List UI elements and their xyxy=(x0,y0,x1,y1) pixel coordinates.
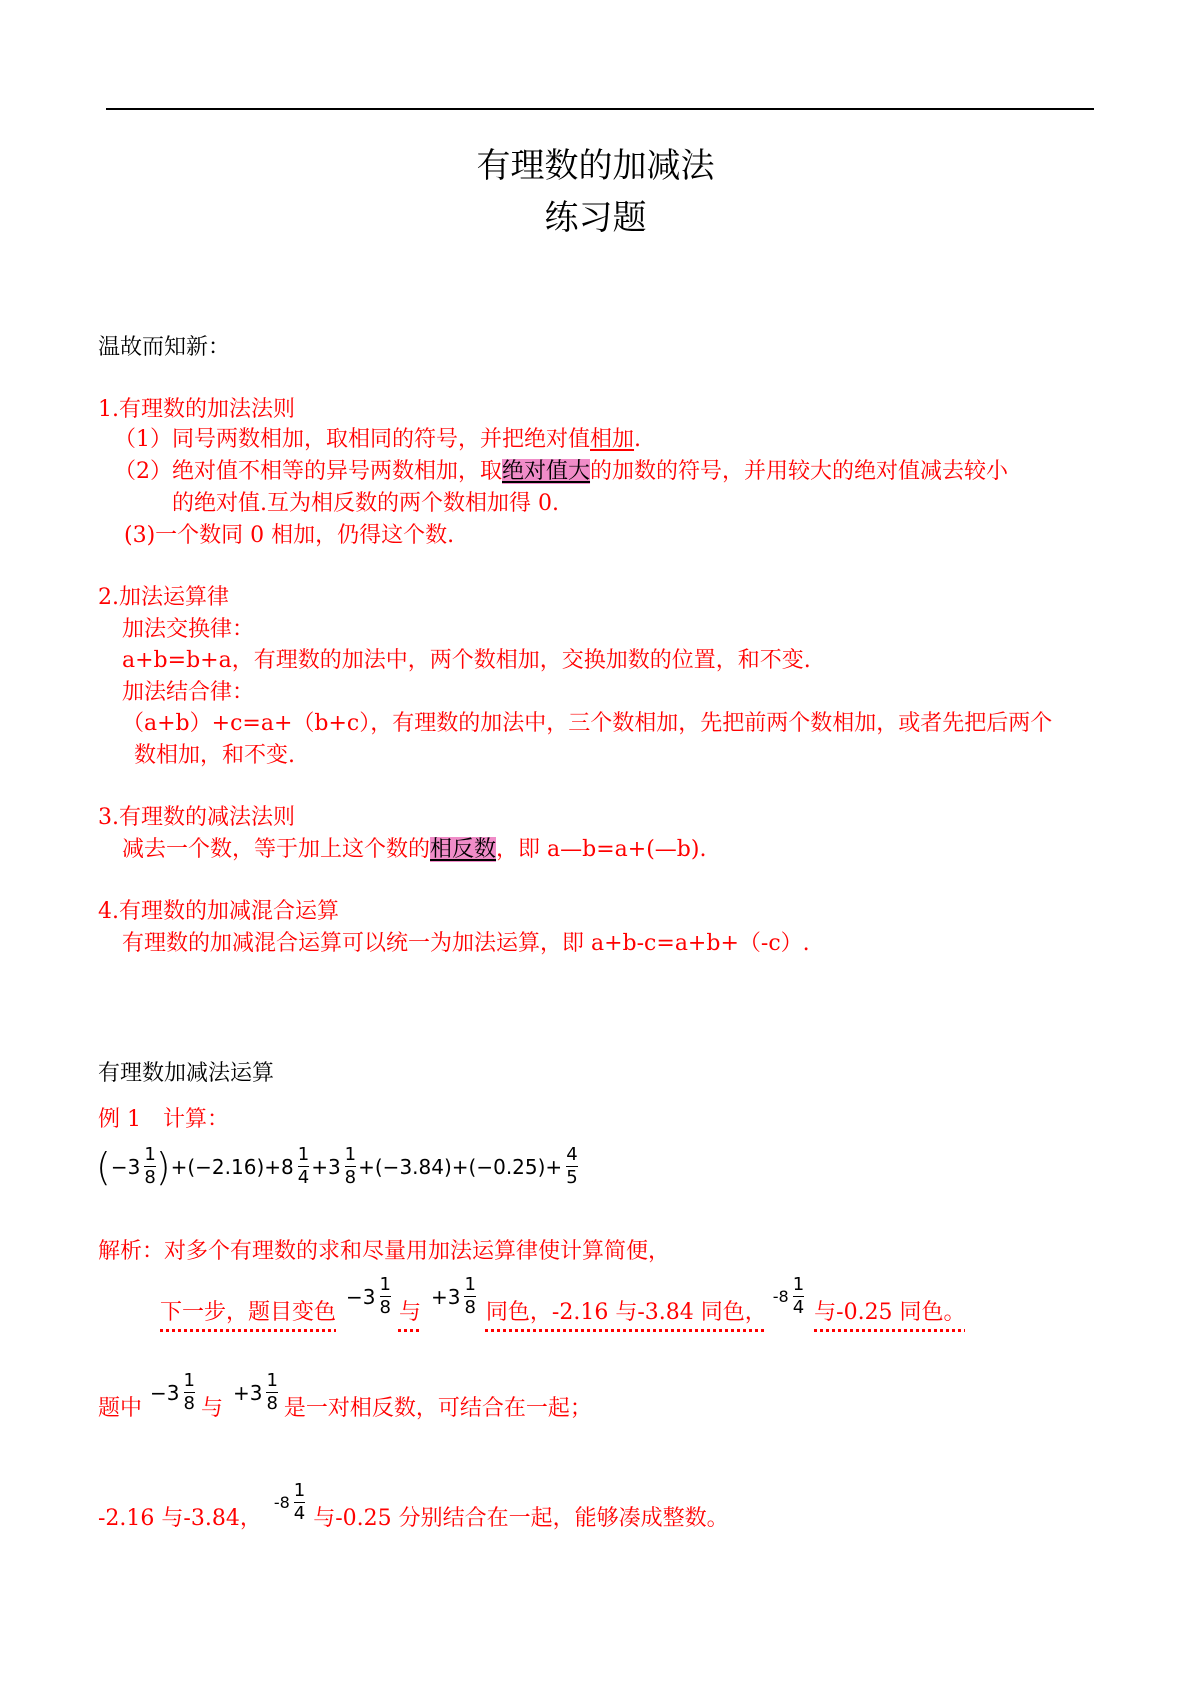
right-paren: ) xyxy=(155,1144,171,1189)
mixed-ops-text: 有理数的加减混合运算可以统一为加法运算，即 a+b-c=a+b+（-c）. xyxy=(122,931,810,956)
opposite-pair-line xyxy=(98,1370,592,1427)
fraction-4 xyxy=(566,1146,577,1187)
frac-num: 1 xyxy=(293,1480,306,1501)
step-and: 与 xyxy=(398,1300,421,1325)
term-1-sign: −3 xyxy=(110,1154,141,1179)
addition-rule-title: 1.有理数的加法法则 xyxy=(98,397,295,422)
addition-rule-1 xyxy=(114,422,641,453)
mixed-whole: -8 xyxy=(772,1287,789,1306)
analysis-text: 解析：对多个有理数的求和尽量用加法运算律使计算简便， xyxy=(98,1239,671,1264)
term-4: +(−3.84)+(−0.25)+ xyxy=(358,1154,563,1179)
associative-text-cont: 数相加，和不变. xyxy=(134,743,295,768)
addition-rule-2-cont: 的绝对值.互为相反数的两个数相加得 0. xyxy=(172,491,559,516)
frac-num: 1 xyxy=(144,1144,156,1165)
sub-text: 减去一个数，等于加上这个数的 xyxy=(122,837,431,862)
mixed-whole: −3 xyxy=(150,1380,180,1405)
line3-pre: -2.16 与-3.84， xyxy=(98,1506,262,1531)
associative-label: 加法结合律： xyxy=(122,680,255,705)
mixed-neg-3-1-8-b xyxy=(150,1372,195,1413)
mixed-frac xyxy=(266,1372,277,1413)
line3-post: 与-0.25 分别结合在一起，能够凑成整数。 xyxy=(313,1506,729,1531)
integer-grouping-line xyxy=(98,1480,729,1537)
mixed-frac xyxy=(184,1372,195,1413)
fraction-1 xyxy=(144,1146,155,1187)
frac-den: 8 xyxy=(144,1167,156,1188)
mixed-whole: +3 xyxy=(232,1380,263,1405)
header-rule xyxy=(106,108,1094,110)
step-text: 下一步，题目变色 xyxy=(160,1300,337,1325)
line2-and: 与 xyxy=(200,1396,223,1421)
rule-1-text: （1）同号两数相加，取相同的符号，并把绝对值 xyxy=(114,427,590,452)
example-formula xyxy=(96,1146,578,1187)
frac-num: 1 xyxy=(183,1370,195,1391)
step-text-2: 同色，-2.16 与-3.84 同色， xyxy=(485,1300,767,1325)
mixed-pos-3-1-8-b xyxy=(233,1372,278,1413)
frac-num: 1 xyxy=(792,1274,805,1295)
frac-num: 1 xyxy=(464,1274,476,1295)
step-line xyxy=(160,1274,966,1331)
section-heading: 有理数加减法运算 xyxy=(98,1061,275,1086)
frac-den: 8 xyxy=(266,1393,278,1414)
term-2: +(−2.16)+8 xyxy=(170,1154,294,1179)
addition-rule-2 xyxy=(114,454,1008,485)
addition-laws-title: 2.加法运算律 xyxy=(98,585,229,610)
mixed-neg-8-1-4 xyxy=(773,1276,804,1317)
frac-den: 4 xyxy=(792,1297,805,1318)
fraction-3 xyxy=(345,1146,356,1187)
mixed-neg-3-1-8 xyxy=(346,1276,391,1317)
associative-text: （a+b）+c=a+（b+c），有理数的加法中，三个数相加，先把前两个数相加，或者先把后两个 xyxy=(122,711,1053,736)
mixed-whole: −3 xyxy=(346,1284,376,1309)
mixed-neg-8-1-4-b xyxy=(274,1482,305,1523)
subtraction-rule-text xyxy=(122,832,706,863)
rule-1-underlined: 相加 xyxy=(590,427,635,452)
addition-rule-3: (3)一个数同 0 相加，仍得这个数. xyxy=(124,523,455,548)
fraction-2 xyxy=(298,1146,309,1187)
mixed-pos-3-1-8 xyxy=(431,1276,476,1317)
commutative-label: 加法交换律： xyxy=(122,617,255,642)
frac-den: 4 xyxy=(293,1503,306,1524)
rule-2-highlight: 绝对值大 xyxy=(502,459,591,484)
commutative-text: a+b=b+a，有理数的加法中，两个数相加，交换加数的位置，和不变. xyxy=(122,648,811,673)
frac-den: 8 xyxy=(464,1297,476,1318)
page-title: 有理数的加减法 xyxy=(476,146,715,186)
sub-highlight: 相反数 xyxy=(430,837,497,862)
mixed-frac xyxy=(294,1482,305,1523)
mixed-frac xyxy=(380,1276,391,1317)
line2-post: 是一对相反数，可结合在一起； xyxy=(283,1396,592,1421)
term-3: +3 xyxy=(311,1154,341,1179)
frac-num: 1 xyxy=(297,1144,310,1165)
rule-1-end: . xyxy=(634,427,642,452)
page-subtitle: 练习题 xyxy=(544,198,647,238)
frac-num: 1 xyxy=(266,1370,278,1391)
frac-den: 5 xyxy=(566,1167,578,1188)
rule-2-text: （2）绝对值不相等的异号两数相加，取 xyxy=(114,459,502,484)
frac-den: 8 xyxy=(379,1297,391,1318)
mixed-whole: -8 xyxy=(273,1493,290,1512)
frac-den: 4 xyxy=(297,1167,310,1188)
left-paren: ( xyxy=(96,1144,111,1189)
frac-num: 1 xyxy=(379,1274,391,1295)
rule-2-end: 的加数的符号，并用较大的绝对值减去较小 xyxy=(590,459,1009,484)
sub-end: ，即 a—b=a+(—b). xyxy=(496,837,707,862)
mixed-frac xyxy=(464,1276,475,1317)
frac-den: 8 xyxy=(344,1167,357,1188)
frac-num: 1 xyxy=(344,1144,357,1165)
mixed-whole: +3 xyxy=(430,1284,461,1309)
step-text-3: 与-0.25 同色。 xyxy=(814,1300,966,1325)
frac-num: 4 xyxy=(566,1144,578,1165)
line2-pre: 题中 xyxy=(98,1396,143,1421)
mixed-frac xyxy=(793,1276,804,1317)
mixed-ops-title: 4.有理数的加减混合运算 xyxy=(98,899,339,924)
review-heading: 温故而知新： xyxy=(98,335,231,360)
example-label: 例 1 计算： xyxy=(98,1107,229,1132)
subtraction-rule-title: 3.有理数的减法法则 xyxy=(98,805,295,830)
frac-den: 8 xyxy=(183,1393,195,1414)
